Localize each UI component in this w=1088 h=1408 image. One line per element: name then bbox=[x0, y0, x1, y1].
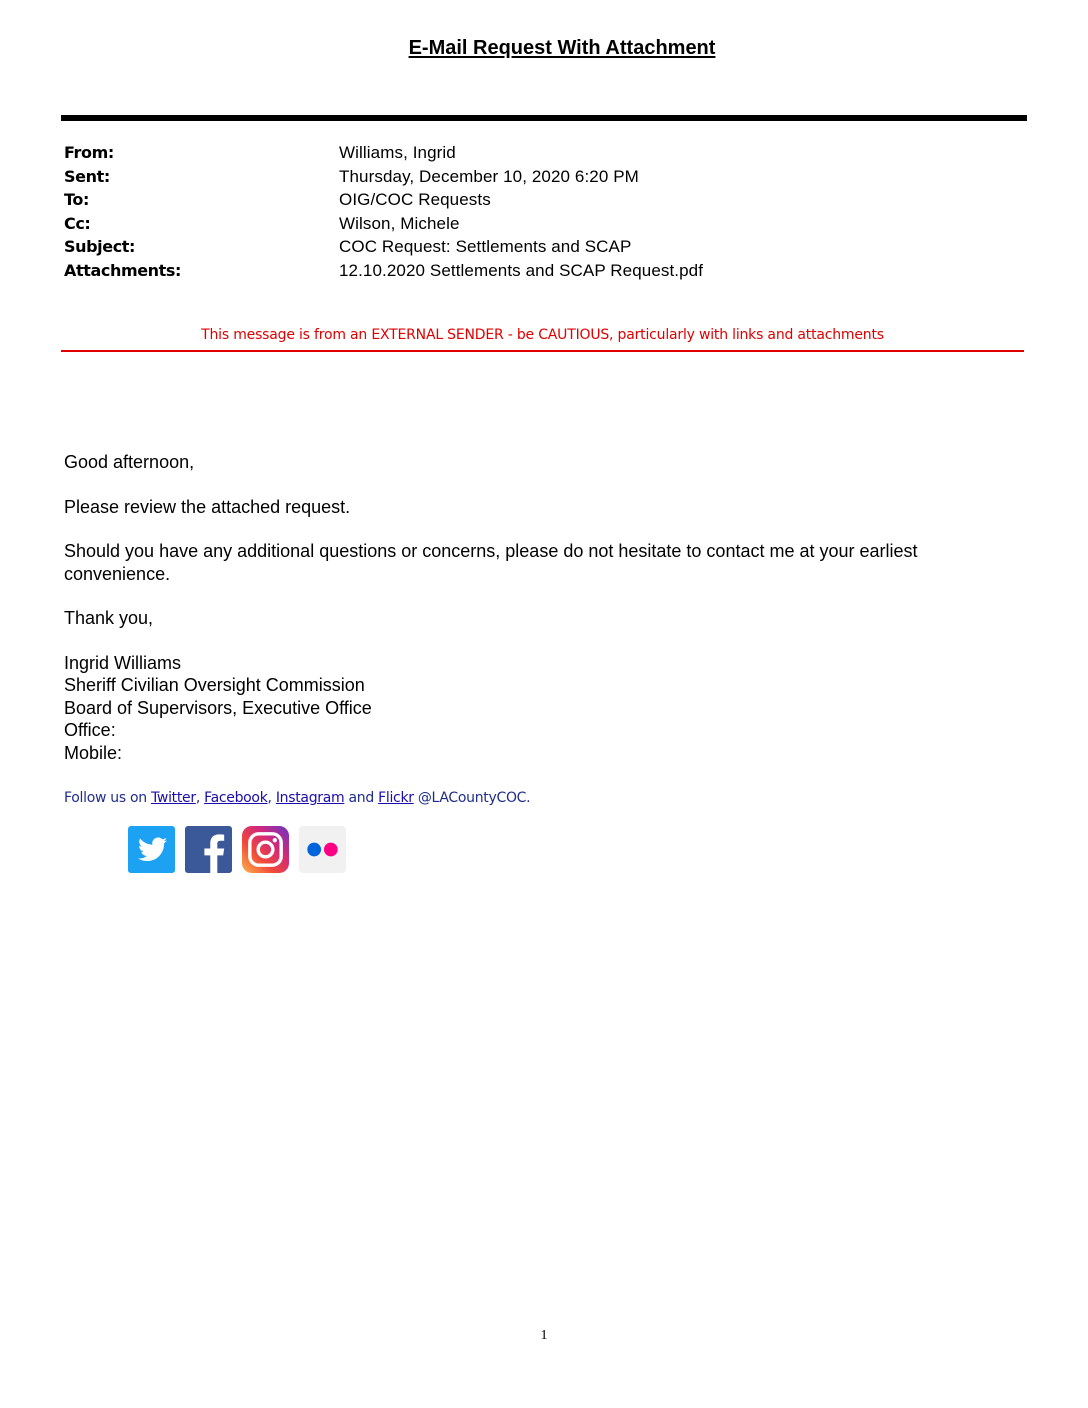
twitter-link[interactable]: Twitter bbox=[150, 790, 196, 806]
facebook-link[interactable]: Facebook bbox=[204, 790, 268, 806]
attachment-file[interactable]: 12.10.2020 Settlements and SCAP Request.pdf bbox=[339, 260, 704, 280]
header-row-to bbox=[64, 188, 964, 212]
signature bbox=[64, 652, 1024, 765]
signature-mobile-label: Mobile: bbox=[64, 742, 123, 763]
sent-value: Thursday, December 10, 2020 6:20 PM bbox=[339, 166, 639, 186]
follow-and: and bbox=[344, 790, 379, 806]
email-body bbox=[64, 451, 1024, 764]
signature-office-name: Board of Supervisors, Executive Office bbox=[64, 697, 372, 718]
header-divider bbox=[61, 115, 1027, 121]
signature-org: Sheriff Civilian Oversight Commission bbox=[64, 675, 365, 695]
social-icons bbox=[128, 826, 346, 873]
body-line-review: Please review the attached request. bbox=[64, 496, 351, 517]
twitter-icon[interactable] bbox=[128, 826, 175, 873]
signature-office-label: Office: bbox=[64, 720, 116, 740]
signature-name: Ingrid Williams bbox=[64, 652, 182, 673]
email-header bbox=[64, 141, 964, 282]
warning-divider bbox=[61, 350, 1024, 352]
header-row-subject bbox=[64, 235, 964, 259]
header-row-attachments bbox=[64, 259, 964, 283]
body-line-questions: Should you have any additional questions or concerns, please do not hesitate to contact me at your earliest convenience. bbox=[64, 541, 918, 584]
external-sender-warning: This message is from an EXTERNAL SENDER - be CAUTIOUS, particularly with links and attachments bbox=[201, 327, 884, 343]
instagram-link[interactable]: Instagram bbox=[275, 790, 345, 806]
header-row-cc bbox=[64, 212, 964, 236]
closing: Thank you, bbox=[64, 608, 154, 628]
header-row-from bbox=[64, 141, 964, 165]
flickr-link[interactable]: Flickr bbox=[378, 790, 414, 806]
to-value: OIG/COC Requests bbox=[339, 190, 491, 209]
follow-sep-2: , bbox=[267, 790, 276, 806]
instagram-icon[interactable] bbox=[242, 826, 289, 873]
attachments-label: Attachments: bbox=[64, 260, 182, 280]
subject-value: COC Request: Settlements and SCAP bbox=[339, 237, 632, 256]
subject-label: Subject: bbox=[64, 237, 136, 256]
flickr-icon[interactable] bbox=[299, 826, 346, 873]
cc-value: Wilson, Michele bbox=[339, 213, 460, 233]
page-title: E-Mail Request With Attachment bbox=[408, 37, 716, 59]
follow-us-line bbox=[64, 790, 530, 806]
from-label: From: bbox=[64, 143, 114, 162]
follow-handle: @LACountyCOC. bbox=[413, 790, 531, 806]
cc-label: Cc: bbox=[64, 213, 91, 233]
from-value: Williams, Ingrid bbox=[339, 143, 456, 162]
sent-label: Sent: bbox=[64, 166, 110, 186]
facebook-icon[interactable] bbox=[185, 826, 232, 873]
page-number: 1 bbox=[540, 1328, 548, 1343]
to-label: To: bbox=[64, 190, 89, 209]
header-row-sent bbox=[64, 165, 964, 189]
greeting: Good afternoon, bbox=[64, 452, 195, 472]
follow-prefix: Follow us on bbox=[64, 790, 151, 806]
follow-sep-1: , bbox=[195, 790, 205, 806]
